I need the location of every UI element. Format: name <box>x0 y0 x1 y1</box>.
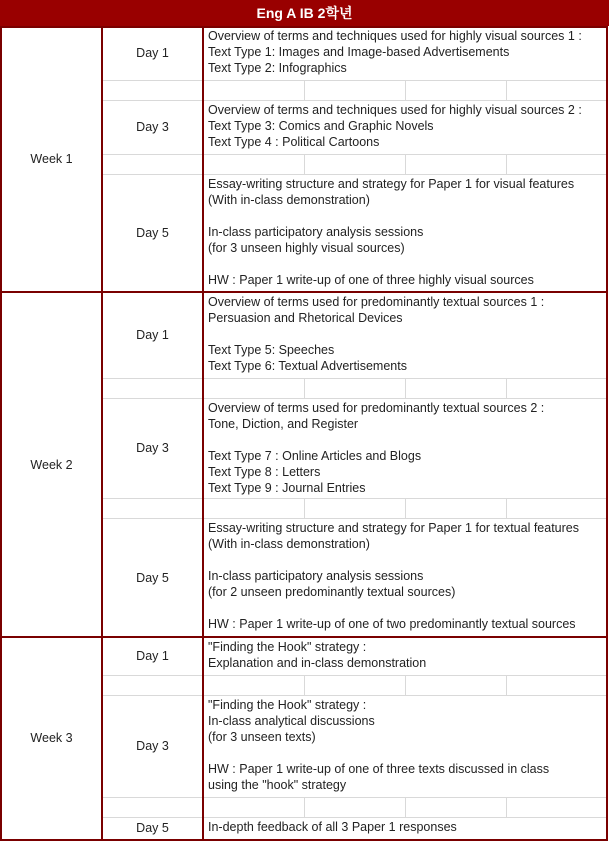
grid-line <box>506 675 507 695</box>
table-border <box>0 26 2 841</box>
grid-line <box>405 498 406 518</box>
day-content <box>203 292 607 378</box>
content-line: In-class participatory analysis sessions <box>208 569 424 583</box>
content-line: "Finding the Hook" strategy : <box>208 698 367 712</box>
table-border <box>0 291 608 293</box>
grid-line <box>506 498 507 518</box>
grid-line <box>102 398 607 399</box>
day-content <box>203 518 607 637</box>
grid-line <box>304 498 305 518</box>
sheet-title: Eng A IB 2학년 <box>0 0 609 26</box>
day-label: Day 1 <box>136 328 169 342</box>
content-line: Tone, Diction, and Register <box>208 417 359 431</box>
week-label: Week 3 <box>30 731 73 745</box>
blank-line <box>208 552 603 568</box>
grid-line <box>506 154 507 174</box>
day-label: Day 5 <box>136 226 169 240</box>
week-label: Week 1 <box>30 152 73 166</box>
day-content <box>203 398 607 498</box>
grid-line <box>304 154 305 174</box>
grid-line <box>405 378 406 398</box>
day-content <box>203 637 607 675</box>
grid-line <box>304 80 305 100</box>
content-line: Overview of terms used for predominantly textual sources 2 : <box>208 401 545 415</box>
grid-line <box>102 797 607 798</box>
content-line: (for 3 unseen highly visual sources) <box>208 241 405 255</box>
table-border <box>606 26 608 841</box>
content-line: Text Type 2: Infographics <box>208 61 347 75</box>
content-line: Text Type 7 : Online Articles and Blogs <box>208 449 422 463</box>
table-border <box>0 26 608 28</box>
grid-line <box>102 695 607 696</box>
content-line: Overview of terms and techniques used for highly visual sources 2 : <box>208 103 582 117</box>
content-line: Text Type 5: Speeches <box>208 343 335 357</box>
grid-line <box>506 378 507 398</box>
content-line: Persuasion and Rhetorical Devices <box>208 311 403 325</box>
blank-line <box>208 432 603 448</box>
content-line: Text Type 1: Images and Image-based Advertisements <box>208 45 510 59</box>
content-line: (With in-class demonstration) <box>208 193 370 207</box>
day-content <box>203 100 607 154</box>
grid-line <box>102 817 607 818</box>
grid-line <box>405 80 406 100</box>
day-content <box>203 695 607 797</box>
grid-line <box>102 378 607 379</box>
content-line: Text Type 3: Comics and Graphic Novels <box>208 119 434 133</box>
content-line: Text Type 6: Textual Advertisements <box>208 359 407 373</box>
content-line: Essay-writing structure and strategy for Paper 1 for visual features <box>208 177 575 191</box>
grid-line <box>102 518 607 519</box>
blank-line <box>208 256 603 272</box>
content-line: Overview of terms used for predominantly textual sources 1 : <box>208 295 545 309</box>
grid-line <box>102 675 607 676</box>
week-label: Week 2 <box>30 457 73 472</box>
content-line: In-class analytical discussions <box>208 714 375 728</box>
content-line: In-depth feedback of all 3 Paper 1 responses <box>208 820 457 834</box>
content-line: Overview of terms and techniques used for highly visual sources 1 : <box>208 29 582 43</box>
grid-line <box>304 675 305 695</box>
content-line: (With in-class demonstration) <box>208 537 370 551</box>
content-line: using the "hook" strategy <box>208 778 347 792</box>
grid-line <box>102 174 607 175</box>
grid-line <box>102 154 607 155</box>
day-label: Day 5 <box>136 570 169 585</box>
grid-line <box>102 100 607 101</box>
grid-line <box>102 498 607 499</box>
day-label: Day 1 <box>136 46 169 60</box>
content-line: HW : Paper 1 write-up of one of three highly visual sources <box>208 273 534 287</box>
day-label: Day 3 <box>136 441 169 455</box>
blank-line <box>208 208 603 224</box>
content-line: Text Type 4 : Political Cartoons <box>208 135 380 149</box>
content-line: Essay-writing structure and strategy for Paper 1 for textual features <box>208 521 580 535</box>
content-line: (for 2 unseen predominantly textual sources) <box>208 585 456 599</box>
grid-line <box>405 154 406 174</box>
grid-line <box>506 80 507 100</box>
day-content <box>203 26 607 80</box>
day-label: Day 3 <box>136 120 169 134</box>
blank-line <box>208 745 603 761</box>
day-label: Day 5 <box>136 821 169 835</box>
day-content <box>203 817 607 839</box>
grid-line <box>102 80 607 81</box>
blank-line <box>208 600 603 616</box>
content-line: (for 3 unseen texts) <box>208 730 316 744</box>
grid-line <box>304 378 305 398</box>
grid-line <box>506 797 507 817</box>
content-line: Text Type 8 : Letters <box>208 465 321 479</box>
content-line: Text Type 9 : Journal Entries <box>208 481 366 495</box>
grid-line <box>405 675 406 695</box>
table-border <box>101 26 103 841</box>
blank-line <box>208 326 603 342</box>
grid-line <box>304 797 305 817</box>
day-label: Day 1 <box>136 649 169 663</box>
table-border <box>0 636 608 638</box>
content-line: "Finding the Hook" strategy : <box>208 640 367 654</box>
content-line: Explanation and in-class demonstration <box>208 656 427 670</box>
day-label: Day 3 <box>136 739 169 753</box>
table-border <box>202 26 204 841</box>
content-line: In-class participatory analysis sessions <box>208 225 424 239</box>
day-content <box>203 174 607 292</box>
content-line: HW : Paper 1 write-up of one of three texts discussed in class <box>208 762 550 776</box>
content-line: HW : Paper 1 write-up of one of two predominantly textual sources <box>208 617 576 631</box>
grid-line <box>405 797 406 817</box>
